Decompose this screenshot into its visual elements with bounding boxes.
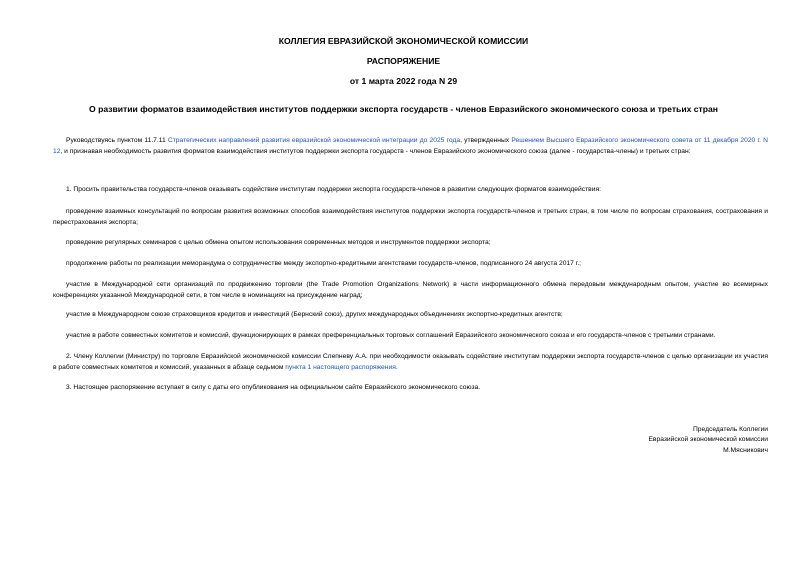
item-3-paragraph <box>53 383 768 394</box>
doc-date: от 1 марта 2022 года N 29 <box>349 76 458 86</box>
strategy-link[interactable]: Стратегических направлений развития евразийской экономической интеграции до 2025 года <box>167 137 461 144</box>
item-2-paragraph <box>53 352 768 373</box>
signature-name: М.Мясникович <box>723 446 768 454</box>
document-title: О развитии форматов взаимодействия институтов поддержки экспорта государств - членов Евразийского экономического союза и третьих стран <box>89 104 718 114</box>
bullet-seminars <box>53 238 768 249</box>
signature-organization: Евразийской экономической комиссии <box>648 436 768 444</box>
item-2-text-2: . <box>395 363 398 371</box>
decision-link[interactable]: Решением Высшего Евразийского экономического совета от 11 декабря 2020 г. N 12 <box>53 137 768 155</box>
bullet-committees-text: участие в работе совместных комитетов и комиссий, функционирующих в рамках преференциальных торговых соглашений Евразийского экономического союза и его государств-членов с третьими странами. <box>66 332 716 339</box>
intro-text-1: Руководствуясь пунктом 11.7.11 <box>66 137 168 144</box>
intro-text-2: , утвержденных <box>460 137 512 144</box>
bullet-memorandum <box>53 259 768 270</box>
bullet-consultations-text: проведение взаимных консультаций по вопросам развития возможных способов взаимодействия институтов поддержки экспорта государств-членов и третьих стран, в том числе по вопросам страхования, сострахования и перестрахования экспорта; <box>53 208 768 226</box>
intro-paragraph <box>53 136 768 157</box>
item-2-text-1: 2. Члену Коллегии (Министру) по торговле Евразийской экономической комиссии Слепневу А.А. при необходимости оказывать содействие институтам поддержки экспорта государств-членов с целью организации их участия в работе совместных комитетов и комиссий, указанных в абзаце седьмом <box>53 353 768 371</box>
bullet-memorandum-text: продолжение работы по реализации меморандума о сотрудничестве между экспортно-кредитными агентствами государств-членов, подписанного 24 августа 2017 г.; <box>66 260 582 267</box>
item-1-paragraph <box>53 185 768 196</box>
intro-text-3: , и признавая необходимость развития форматов взаимодействия институтов поддержки экспорта государств - членов Евразийского экономического союза (далее - государства-члены) и третьих стран: <box>60 147 691 155</box>
signature-block <box>468 425 768 456</box>
item-1-reference-link[interactable]: пункта 1 настоящего распоряжения <box>285 363 396 371</box>
item-3-text: 3. Настоящее распоряжение вступает в силу с даты его опубликования на официальном сайте Евразийского экономического союза. <box>66 384 481 391</box>
doc-type-heading: РАСПОРЯЖЕНИЕ <box>366 56 441 66</box>
bullet-berne-union-text: участие в Международном союзе страховщиков кредитов и инвестиций (Бернский союз), других международных объединениях экспортно-кредитных агентств; <box>66 311 563 318</box>
bullet-tpo-network <box>53 280 768 301</box>
bullet-berne-union <box>53 310 768 321</box>
bullet-tpo-network-text: участие в Международной сети организаций по продвижению торговли (the Trade Promotion Organizations Network) в части информационного обмена передовым международным опытом, участие во всемирных конференциях указанной Международной сети, в том числе в номинациях на присуждение наград; <box>53 281 768 299</box>
item-1-text: 1. Просить правительства государств-членов оказывать содействие институтам поддержки экспорта государств-членов в развитии следующих форматов взаимодействия: <box>66 186 601 193</box>
bullet-seminars-text: проведение регулярных семинаров с целью обмена опытом использования современных методов и инструментов поддержки экспорта; <box>66 239 491 246</box>
bullet-consultations <box>53 207 768 228</box>
signature-position: Председатель Коллегии <box>692 426 768 433</box>
org-heading: КОЛЛЕГИЯ ЕВРАЗИЙСКОЙ ЭКОНОМИЧЕСКОЙ КОМИССИИ <box>278 36 529 46</box>
bullet-committees <box>53 331 768 342</box>
